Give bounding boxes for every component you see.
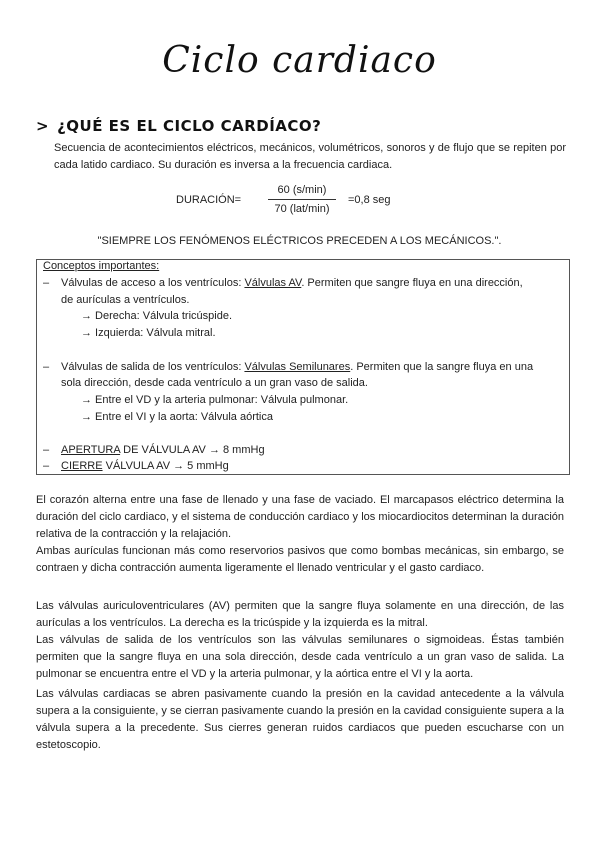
paragraph: Ambas aurículas funcionan más como reservorios pasivos que como bombas mecánicas, sin embargo, se contraen y dicha contracción aumenta ligeramente el llenado ventricular y el gasto cardiaco. [36,545,564,574]
paragraph: Las válvulas cardiacas se abren pasivamente cuando la presión en la cavidad antecedente a la válvula supera a la consiguiente, y se cierran pasivamente cuando la presión en la cavidad consiguiente supera a la válvula supera a la precedente. Sus cierres generan ruidos cardiacos que pueden escucharse con un estetoscopio. [36,688,564,751]
av-sub-left: → Izquierda: Válvula mitral. [81,327,216,339]
box-heading: Conceptos importantes: [43,260,160,272]
formula-denominator: 70 (lat/min) [274,203,330,215]
cierre-item [61,460,229,472]
semilunar-valves-term: Válvulas Semilunares [244,361,351,373]
formula-fraction [268,184,336,215]
apertura-item [61,444,265,456]
list-dash: – [43,444,50,456]
paragraph: Las válvulas auriculoventriculares (AV) permiten que la sangre fluya solamente en una dirección, de las aurículas a los ventrículos. La derecha es la tricúspide y la izquierda es la mitral. [36,600,564,629]
page-title: Ciclo cardiaco [162,40,437,81]
av-item-post: . Permiten que sangre fluya en una dirección, [301,277,523,289]
av-item-pre: Válvulas de acceso a los ventrículos: [61,277,245,289]
chevron-right-icon: > [36,117,50,135]
section-heading [36,117,321,135]
formula-numerator: 60 (s/min) [268,184,336,200]
formula-result: =0,8 seg [348,194,391,206]
paragraph: El corazón alterna entre una fase de llenado y una fase de vaciado. El marcapasos eléctrico determina la duración del ciclo cardiaco, y el sistema de conducción cardiaco y los miocardiocitos determinan la duración relativa de la contracción y la relajación. [36,494,564,540]
cierre-value: VÁLVULA AV → 5 mmHg [102,460,229,472]
paragraph: Las válvulas de salida de los ventrículos son las válvulas semilunares o sigmoideas. Éstas también permiten que la sangre fluya en una sola dirección, desde cada ventrículo a un gran vaso de salida. La pulmonar se encuentra entre el VD y la arteria pulmonar, y la aórtica entre el VI y la aorta. [36,634,564,680]
semi-item-line1 [61,361,533,373]
apertura-term: APERTURA [61,444,121,456]
av-valves-term: Válvulas AV [244,277,302,289]
section-heading-text: ¿QUÉ ES EL CICLO CARDÍACO? [57,117,322,135]
av-item-line2: de aurículas a ventrículos. [61,294,190,306]
av-item-line1 [61,277,523,289]
list-dash: – [43,277,50,289]
semi-item-line2: sola dirección, desde cada ventrículo a un gran vaso de salida. [61,377,368,389]
semi-sub-pulmonary: → Entre el VD y la arteria pulmonar: Válvula pulmonar. [81,394,349,406]
semi-item-post: . Permiten que la sangre fluya en una [350,361,534,373]
av-sub-right: → Derecha: Válvula tricúspide. [81,310,233,322]
semi-item-pre: Válvulas de salida de los ventrículos: [61,361,245,373]
apertura-value: DE VÁLVULA AV → 8 mmHg [120,444,265,456]
list-dash: – [43,361,50,373]
quote: "SIEMPRE LOS FENÓMENOS ELÉCTRICOS PRECEDEN A LOS MECÁNICOS.". [97,235,502,247]
formula-label: DURACIÓN= [176,194,242,206]
cierre-term: CIERRE [61,460,103,472]
concepts-box [36,259,570,475]
intro-paragraph: Secuencia de acontecimientos eléctricos, mecánicos, volumétricos, sonoros y de flujo que se repiten por cada latido cardiaco. Su duración es inversa a la frecuencia cardiaca. [54,142,566,171]
semi-sub-aortic: → Entre el VI y la aorta: Válvula aórtica [81,411,273,423]
list-dash: – [43,460,50,472]
